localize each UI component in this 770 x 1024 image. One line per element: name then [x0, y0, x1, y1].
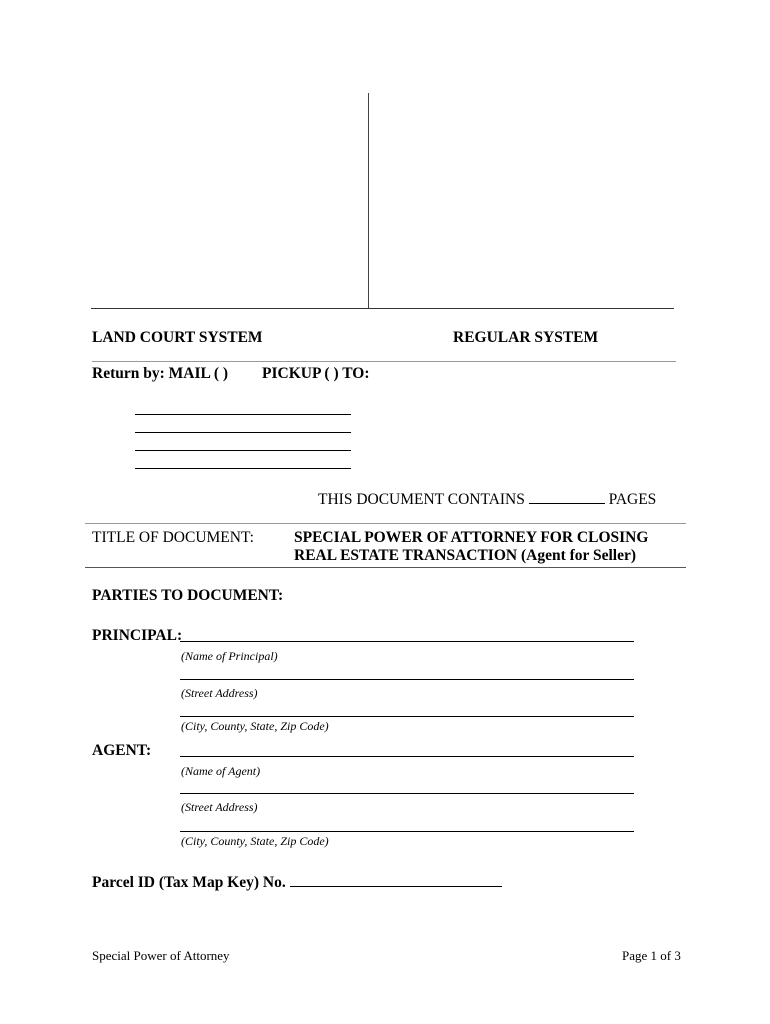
principal-name-line[interactable]	[180, 641, 634, 642]
footer-document-name: Special Power of Attorney	[92, 948, 230, 963]
return-address-line-1[interactable]	[135, 414, 351, 415]
page-count-row	[318, 489, 656, 509]
recording-block-divider	[368, 93, 369, 309]
agent-name-caption: (Name of Agent)	[181, 764, 261, 778]
principal-city-line[interactable]	[180, 716, 634, 717]
regular-system-label: REGULAR SYSTEM	[453, 329, 599, 346]
principal-label: PRINCIPAL:	[92, 627, 183, 644]
principal-street-caption: (Street Address)	[181, 686, 258, 700]
title-section-bottom-rule	[85, 567, 686, 568]
parcel-id-label: Parcel ID (Tax Map Key) No.	[92, 874, 286, 891]
page-count-suffix: PAGES	[608, 491, 657, 508]
pickup-to-label: PICKUP ( ) TO:	[262, 365, 370, 382]
principal-street-line[interactable]	[180, 679, 634, 680]
agent-city-caption: (City, County, State, Zip Code)	[181, 834, 329, 848]
agent-street-line[interactable]	[180, 793, 634, 794]
agent-label: AGENT:	[92, 742, 152, 759]
parties-heading: PARTIES TO DOCUMENT:	[92, 587, 284, 604]
title-section-top-rule	[85, 523, 686, 524]
document-title-line-1: SPECIAL POWER OF ATTORNEY FOR CLOSING	[294, 529, 649, 546]
return-by-mail-label: Return by: MAIL ( )	[92, 365, 229, 382]
return-address-line-2[interactable]	[135, 432, 351, 433]
parcel-id-blank[interactable]	[290, 872, 502, 887]
principal-name-caption: (Name of Principal)	[181, 649, 278, 663]
land-court-system-label: LAND COURT SYSTEM	[92, 329, 263, 346]
footer-page-number: Page 1 of 3	[622, 948, 681, 963]
return-address-line-3[interactable]	[135, 450, 351, 451]
title-of-document-label: TITLE OF DOCUMENT:	[92, 529, 254, 546]
agent-street-caption: (Street Address)	[181, 800, 258, 814]
page-count-prefix: THIS DOCUMENT CONTAINS	[318, 491, 525, 508]
page-count-blank[interactable]	[529, 489, 605, 504]
parcel-id-row	[92, 872, 502, 892]
agent-city-line[interactable]	[180, 831, 634, 832]
system-divider-rule	[92, 361, 676, 362]
return-address-line-4[interactable]	[135, 468, 351, 469]
document-title-line-2: REAL ESTATE TRANSACTION (Agent for Seller)	[294, 547, 637, 564]
recording-block-bottom-rule	[91, 308, 674, 309]
principal-city-caption: (City, County, State, Zip Code)	[181, 719, 329, 733]
agent-name-line[interactable]	[180, 756, 634, 757]
